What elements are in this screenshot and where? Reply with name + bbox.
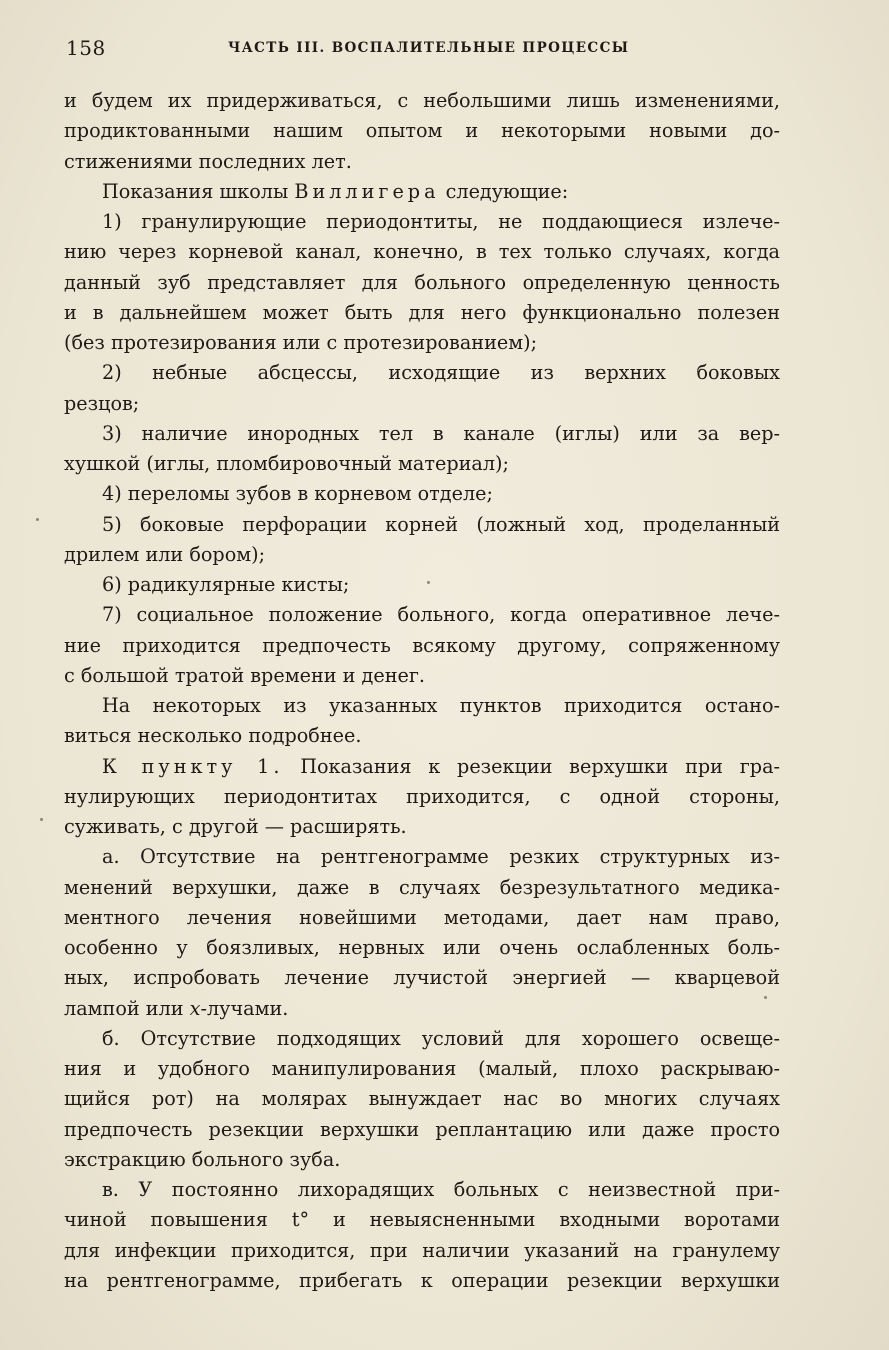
text-line xyxy=(64,752,780,782)
page-number: 158 xyxy=(66,36,106,60)
paper-speck xyxy=(764,996,767,999)
text-line: ния и удобного манипулирования (малый, плохо раскрываю- xyxy=(64,1057,780,1080)
text-line: особенно у боязливых, нервных или очень ослабленных боль- xyxy=(64,936,780,959)
text-line: 5) боковые перфорации корней (ложный ход, проделанный xyxy=(102,512,780,536)
page-header xyxy=(66,36,780,66)
text-line: на рентгенограмме, прибегать к операции резекции верхушки xyxy=(64,1268,780,1292)
text-line: 2) небные абсцессы, исходящие из верхних боковых xyxy=(102,361,780,385)
list-item xyxy=(64,510,780,571)
italic-symbol: x xyxy=(189,996,201,1020)
text-line: На некоторых из указанных пунктов приходится остано- xyxy=(102,694,780,717)
paper-speck xyxy=(40,818,43,821)
text-line: нулирующих периодонтитах приходится, с одной стороны, xyxy=(64,784,780,808)
point-reference: К пункту 1. xyxy=(102,754,284,778)
subpoint-a xyxy=(64,842,780,1024)
list-item xyxy=(64,600,780,691)
text-line xyxy=(64,177,780,207)
list-item xyxy=(64,358,780,419)
text-line xyxy=(64,994,780,1024)
subpoint-b xyxy=(64,1024,780,1175)
text-line: данный зуб представляет для больного определенную ценность xyxy=(64,270,780,294)
text-line: нию через корневой канал, конечно, в тех только случаях, когда xyxy=(64,240,780,264)
text-line: б. Отсутствие подходящих условий для хорошего освеще- xyxy=(102,1026,780,1050)
list-item xyxy=(64,479,780,509)
paper-speck xyxy=(427,581,430,584)
text-line: 7) социальное положение больного, когда оперативное лече- xyxy=(102,603,780,627)
text-fragment: следующие: xyxy=(439,179,569,203)
text-line: 3) наличие инородных тел в канале (иглы) или за вер- xyxy=(102,421,780,445)
running-head: ЧАСТЬ III. ВОСПАЛИТЕЛЬНЫЕ ПРОЦЕССЫ xyxy=(228,40,630,56)
text-line: ных, испробовать лечение лучистой энергией — кварцевой xyxy=(64,966,780,990)
text-line: хушкой (иглы, пломбировочный материал); xyxy=(64,452,509,475)
text-fragment: Показания к резекции верхушки при гра- xyxy=(283,754,780,778)
text-line: резцов; xyxy=(64,391,140,415)
list-item xyxy=(64,570,780,600)
text-line: 4) переломы зубов в корневом отделе; xyxy=(102,482,493,506)
paragraph xyxy=(64,86,780,177)
list-item xyxy=(64,207,780,358)
text-line: предпочесть резекции верхушки реплантацию или даже просто xyxy=(64,1117,780,1141)
paper-speck xyxy=(36,518,39,521)
author-name: Виллигера xyxy=(294,179,440,203)
paragraph xyxy=(64,752,780,843)
text-line: а. Отсутствие на рентгенограмме резких структурных из- xyxy=(102,845,780,869)
subpoint-v xyxy=(64,1175,780,1296)
text-line: в. У постоянно лихорадящих больных с неизвестной при- xyxy=(102,1178,780,1201)
body-text xyxy=(64,86,780,1296)
text-line: стижениями последних лет. xyxy=(64,149,352,173)
text-line: виться несколько подробнее. xyxy=(64,724,362,748)
text-line: менений верхушки, даже в случаях безрезультатного медика- xyxy=(64,875,780,899)
text-line: щийся рот) на молярах вынуждает нас во многих случаях xyxy=(64,1087,780,1111)
text-line: с большой тратой времени и денег. xyxy=(64,663,426,687)
text-line: для инфекции приходится, при наличии указаний на гранулему xyxy=(64,1238,780,1262)
text-fragment: Показания школы xyxy=(102,179,295,203)
text-fragment: лампой или xyxy=(64,996,190,1020)
text-line: экстракцию больного зуба. xyxy=(64,1147,341,1171)
text-line: 6) радикулярные кисты; xyxy=(102,573,350,596)
text-line: дрилем или бором); xyxy=(64,542,266,566)
text-line: чиной повышения t° и невыясненными входными воротами xyxy=(64,1208,780,1232)
paragraph xyxy=(64,177,780,207)
text-line: 1) гранулирующие периодонтиты, не поддающиеся излече- xyxy=(102,210,780,233)
text-fragment: -лучами. xyxy=(200,996,289,1020)
text-line: и в дальнейшем может быть для него функционально полезен xyxy=(64,300,780,324)
text-line: и будем их придерживаться, с небольшими лишь изменениями, xyxy=(64,89,780,112)
text-line: ментного лечения новейшими методами, дает нам право, xyxy=(64,905,780,929)
text-line: продиктованными нашим опытом и некоторыми новыми до- xyxy=(64,119,780,143)
paragraph xyxy=(64,691,780,752)
list-item xyxy=(64,419,780,480)
text-line: ние приходится предпочесть всякому другому, сопряженному xyxy=(64,633,780,657)
text-line: (без протезирования или с протезированием); xyxy=(64,331,538,354)
text-line: суживать, с другой — расширять. xyxy=(64,815,407,838)
